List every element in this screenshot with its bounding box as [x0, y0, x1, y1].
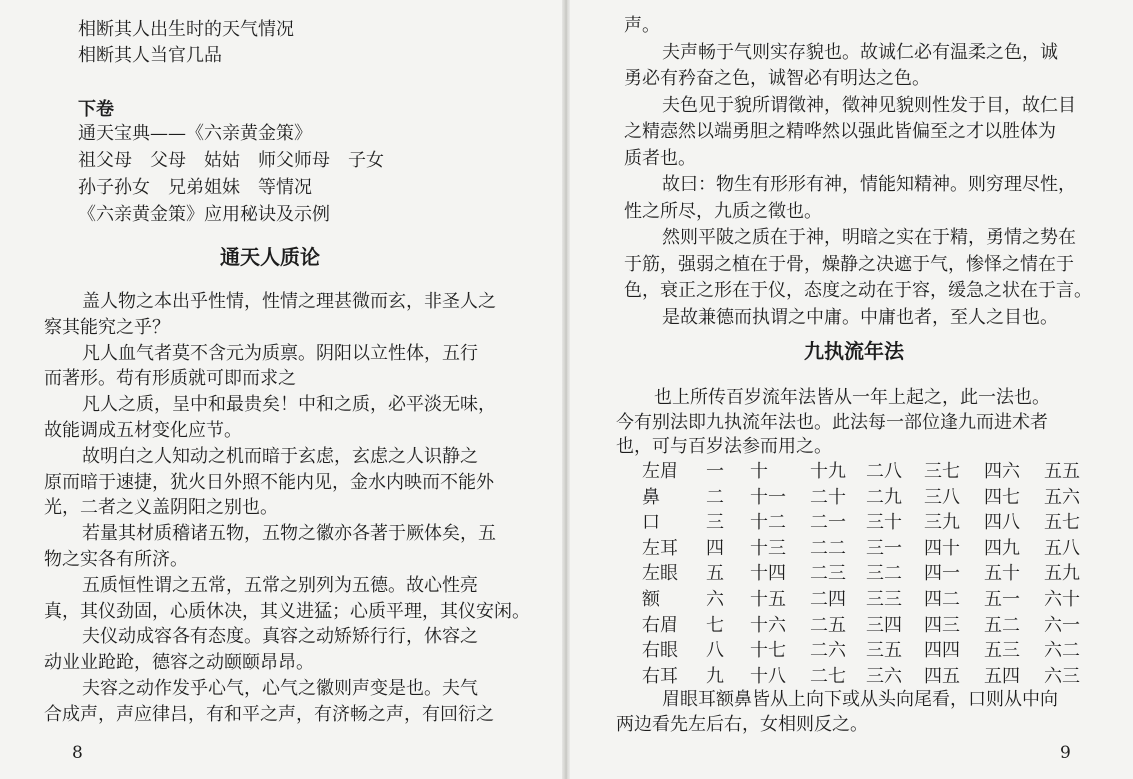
year-value: 三七 [924, 461, 960, 482]
year-value: 六二 [1044, 640, 1080, 662]
year-value: 三五 [866, 640, 902, 662]
year-value: 五九 [1044, 563, 1080, 585]
feature-label: 右耳 [642, 665, 678, 687]
year-value: 十七 [750, 640, 786, 662]
year-value: 十五 [750, 589, 786, 610]
year-value: 七 [706, 614, 724, 636]
year-value: 三九 [924, 512, 960, 534]
year-value: 二四 [810, 589, 846, 610]
year-value: 二九 [866, 486, 902, 508]
year-value: 五四 [984, 665, 1020, 687]
body-line: 夫色见于貌所谓徵神，徵神见貌则性发于目，故仁目 [662, 94, 1076, 116]
year-value: 十 [750, 461, 768, 482]
year-value: 四二 [924, 589, 960, 610]
body-line: 夫容之动作发乎心气，心气之徽则声变是也。夫气 [82, 678, 478, 699]
year-value: 四六 [984, 461, 1020, 482]
body-line: 真，其仪劲固，心质休决，其义进猛；心质平理，其仪安闲。 [44, 600, 530, 622]
year-value: 六十 [1044, 589, 1080, 610]
body-line: 凡人之质，呈中和最贵矣！中和之质，必平淡无味， [82, 394, 496, 416]
year-value: 六一 [1044, 614, 1080, 636]
year-value: 十二 [750, 512, 786, 534]
body-line: 色，衰正之形在于仪，态度之动在于容，缓急之状在于言。 [624, 280, 1092, 301]
toc-item: 孙子孙女 兄弟姐妹 等情况 [78, 177, 312, 198]
year-value: 四八 [984, 512, 1020, 534]
year-value: 五七 [1044, 512, 1080, 534]
year-value: 三一 [866, 537, 902, 559]
feature-label: 右眉 [642, 614, 678, 636]
body-line: 故明白之人知动之机而暗于玄虑，玄虑之人识静之 [82, 445, 478, 467]
body-line: 故能调成五材变化应节。 [44, 420, 242, 441]
year-value: 二三 [810, 563, 846, 585]
toc-item: 相断其人当官几品 [78, 45, 222, 66]
body-line: 原而暗于速捷，犹火日外照不能内见，金水内映而不能外 [44, 471, 494, 493]
body-line: 然则平陂之质在于神，明暗之实在于精，勇情之势在 [662, 227, 1076, 248]
chapter-title: 九执流年法 [804, 339, 904, 363]
year-value: 二二 [810, 537, 846, 559]
body-line: 勇必有矜奋之色，诚智必有明达之色。 [624, 68, 930, 89]
body-line: 而著形。苟有形质就可即而求之 [44, 368, 296, 390]
year-value: 十三 [750, 537, 786, 559]
body-line: 察其能究之乎？ [44, 316, 170, 338]
body-line: 光，二者之义盖阴阳之别也。 [44, 497, 278, 519]
feature-label: 右眼 [642, 640, 678, 662]
body-line: 五质恒性谓之五常，五常之别列为五德。故心性亮 [82, 574, 478, 596]
body-line: 质者也。 [624, 147, 696, 169]
section-title: 下卷 [78, 99, 114, 120]
year-value: 五五 [1044, 461, 1080, 482]
intro-line: 也上所传百岁流年法皆从一年上起之，此一法也。 [654, 387, 1050, 408]
body-line: 声。 [624, 15, 660, 36]
year-value: 二八 [866, 461, 902, 482]
year-value: 四五 [924, 665, 960, 687]
year-value: 四三 [924, 614, 960, 636]
body-line: 凡人血气者莫不含元为质禀。阴阳以立性体，五行 [82, 342, 478, 364]
year-value: 五三 [984, 640, 1020, 662]
year-value: 四十 [924, 537, 960, 559]
intro-line: 今有别法即九执流年法也。此法每一部位逢九而进术者 [616, 411, 1048, 433]
year-value: 三八 [924, 486, 960, 508]
chapter-title: 通天人质论 [220, 245, 320, 269]
year-value: 二七 [810, 665, 846, 687]
body-line: 于筋，强弱之植在于骨，燥静之决遮于气，惨怿之情在于 [624, 253, 1074, 275]
year-value: 二十 [810, 486, 846, 508]
outro-line: 两边看先左后右，女相则反之。 [616, 714, 868, 735]
body-line: 性之所尽，九质之徵也。 [624, 200, 822, 222]
feature-label: 左眉 [642, 461, 678, 482]
year-value: 二 [706, 486, 724, 508]
feature-label: 鼻 [642, 486, 660, 508]
year-value: 四一 [924, 563, 960, 585]
year-value: 十四 [750, 563, 786, 585]
year-value: 三四 [866, 614, 902, 636]
toc-item: 相断其人出生时的天气情况 [78, 19, 294, 40]
year-value: 十六 [750, 614, 786, 636]
year-value: 三六 [866, 665, 902, 687]
feature-label: 额 [642, 589, 660, 610]
year-value: 三十 [866, 512, 902, 534]
year-value: 三 [706, 512, 724, 534]
year-value: 五十 [984, 563, 1020, 585]
year-value: 四九 [984, 537, 1020, 559]
year-value: 四七 [984, 486, 1020, 508]
year-value: 六三 [1044, 665, 1080, 687]
year-value: 五六 [1044, 486, 1080, 508]
year-value: 九 [706, 665, 724, 687]
page-number: 8 [72, 743, 83, 763]
feature-label: 左耳 [642, 537, 678, 559]
year-value: 五一 [984, 589, 1020, 610]
year-value: 五 [706, 563, 724, 585]
body-line: 是故兼德而执谓之中庸。中庸也者，至人之目也。 [662, 306, 1058, 328]
year-value: 五二 [984, 614, 1020, 636]
feature-label: 左眼 [642, 563, 678, 585]
right-page [566, 0, 1133, 779]
body-line: 盖人物之本出乎性情，性情之理甚微而玄，非圣人之 [82, 291, 496, 312]
page-number: 9 [1060, 743, 1071, 763]
year-value: 四四 [924, 640, 960, 662]
outro-line: 眉眼耳额鼻皆从上向下或从头向尾看，口则从中向 [662, 689, 1058, 710]
intro-line: 也，可与百岁法参而用之。 [616, 436, 832, 457]
year-value: 三三 [866, 589, 902, 610]
body-line: 之精悫然以端勇胆之精哗然以强此皆偏至之才以胜体为 [624, 121, 1056, 142]
year-value: 十一 [750, 486, 786, 508]
toc-item: 《六亲黄金策》应用秘诀及示例 [78, 204, 330, 225]
year-value: 十九 [810, 461, 846, 482]
year-value: 六 [706, 589, 724, 610]
year-value: 二五 [810, 614, 846, 636]
body-line: 夫声畅于气则实存貌也。故诚仁必有温柔之色，诚 [662, 41, 1058, 63]
body-line: 物之实各有所济。 [44, 549, 188, 570]
body-line: 动业业跄跄，德容之动颐颐昂昂。 [44, 652, 314, 674]
year-value: 四 [706, 537, 724, 559]
body-line: 合成声，声应律吕，有和平之声，有济畅之声，有回衍之 [44, 703, 494, 725]
year-value: 十八 [750, 665, 786, 687]
year-value: 三二 [866, 563, 902, 585]
body-line: 若量其材质稽诸五物，五物之徽亦各著于厥体矣，五 [82, 523, 496, 545]
year-value: 二六 [810, 640, 846, 662]
body-line: 夫仪动成容各有态度。真容之动矫矫行行，休容之 [82, 626, 478, 648]
year-value: 二一 [810, 512, 846, 534]
toc-item: 祖父母 父母 姑姑 师父师母 子女 [78, 150, 384, 171]
year-value: 五八 [1044, 537, 1080, 559]
feature-label: 口 [642, 512, 660, 534]
body-line: 故曰：物生有形形有神，情能知精神。则穷理尽性， [662, 174, 1076, 195]
toc-item: 通天宝典——《六亲黄金策》 [78, 123, 312, 144]
year-value: 八 [706, 640, 724, 662]
left-page [0, 0, 566, 779]
year-value: 一 [706, 461, 724, 482]
